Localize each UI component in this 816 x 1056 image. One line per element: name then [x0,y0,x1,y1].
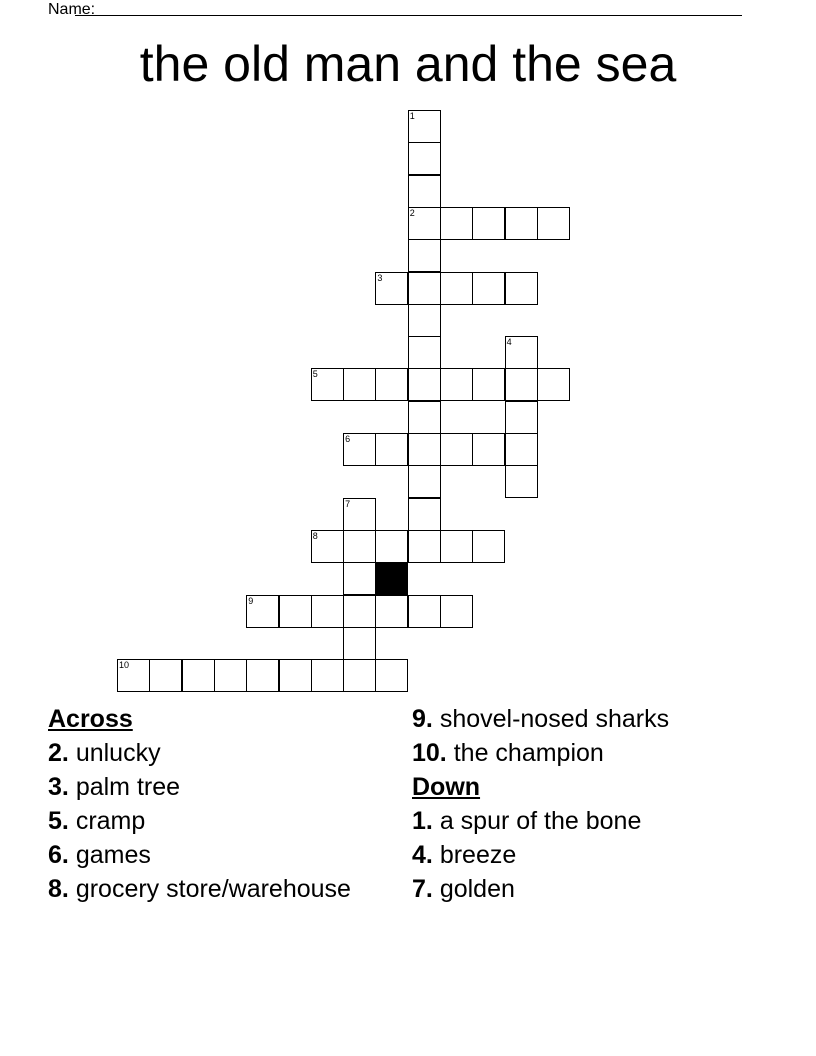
down-heading: Down [412,773,481,801]
grid-cell[interactable] [408,595,441,628]
grid-cell[interactable] [375,595,408,628]
clues-left-column [48,702,388,903]
clue-across-2 [48,736,388,770]
clue-text: unlucky [75,739,161,767]
grid-cell[interactable] [408,465,441,498]
grid-cell[interactable] [343,368,376,401]
clue-text: palm tree [75,773,181,801]
cell-number: 8 [312,530,318,541]
cell-number: 9 [248,595,254,606]
clue-text: grocery store/warehouse [75,875,351,903]
grid-cell[interactable] [375,530,408,563]
grid-cell[interactable] [182,659,215,692]
grid-cell[interactable] [440,207,473,240]
clue-number: 5. [48,807,69,835]
across-heading: Across [48,705,133,733]
grid-cell[interactable] [505,433,538,466]
clue-text: a spur of the bone [439,807,642,835]
clue-number: 2. [48,739,69,767]
grid-cell[interactable] [505,272,538,305]
grid-cell[interactable] [117,659,150,692]
grid-cell[interactable] [440,530,473,563]
name-label: Name: [48,1,96,18]
grid-cell[interactable] [375,272,408,305]
grid-cell[interactable] [408,239,441,272]
grid-cell[interactable] [472,207,505,240]
grid-cell[interactable] [408,433,441,466]
clue-text: breeze [439,841,517,869]
grid-cell[interactable] [149,659,182,692]
clue-down-4 [412,838,792,872]
clue-across-6 [48,838,388,872]
clue-across-5 [48,804,388,838]
grid-cell[interactable] [408,110,441,143]
clue-number: 6. [48,841,69,869]
grid-cell[interactable] [408,401,441,434]
grid-cell[interactable] [472,530,505,563]
grid-cell[interactable] [343,659,376,692]
grid-cell[interactable] [472,272,505,305]
grid-cell[interactable] [408,272,441,305]
cell-number: 5 [312,369,318,380]
grid-cell[interactable] [505,336,538,369]
puzzle-title: the old man and the sea [139,36,677,92]
grid-cell[interactable] [408,175,441,208]
clue-text: shovel-nosed sharks [439,705,670,733]
cell-number: 6 [345,434,351,444]
clue-number: 3. [48,773,69,801]
grid-cell[interactable] [408,304,441,337]
cell-number: 2 [409,207,415,218]
grid-cell[interactable] [440,595,473,628]
clue-number: 1. [412,807,433,835]
grid-cell[interactable] [505,401,538,434]
grid-cell[interactable] [343,498,376,531]
grid-cell[interactable] [343,433,376,466]
clue-number: 7. [412,875,433,903]
cell-number: 4 [506,337,512,348]
cell-number: 3 [377,272,383,283]
clue-across-10 [412,736,792,770]
grid-cell[interactable] [505,207,538,240]
grid-cell[interactable] [408,142,441,175]
grid-cell[interactable] [375,659,408,692]
grid-cell[interactable] [505,368,538,401]
grid-cell[interactable] [279,595,312,628]
clue-text: games [75,841,151,869]
grid-cell[interactable] [408,368,441,401]
grid-cell[interactable] [375,368,408,401]
grid-cell[interactable] [472,368,505,401]
grid-cell[interactable] [408,530,441,563]
clue-down-1 [412,804,792,838]
grid-cell[interactable] [343,627,376,660]
clue-number: 4. [412,841,433,869]
grid-cell[interactable] [279,659,312,692]
clue-text: golden [439,875,515,903]
grid-cell[interactable] [343,595,376,628]
grid-cell[interactable] [343,562,376,595]
grid-cell[interactable] [408,207,441,240]
clue-across-9 [412,702,792,736]
clue-down-7 [412,872,792,906]
grid-cell[interactable] [311,659,344,692]
grid-cell[interactable] [311,595,344,628]
grid-cell[interactable] [408,336,441,369]
clue-across-8 [48,872,388,903]
grid-cell[interactable] [440,368,473,401]
grid-cell[interactable] [375,433,408,466]
clues-right-column [412,702,792,906]
grid-cell[interactable] [537,368,570,401]
grid-cell[interactable] [537,207,570,240]
clue-across-3 [48,770,388,804]
grid-cell[interactable] [311,368,344,401]
clue-text: the champion [453,739,604,767]
grid-block-cell [375,562,408,595]
clue-text: cramp [75,807,146,835]
grid-cell[interactable] [408,498,441,531]
cell-number: 10 [119,660,130,671]
grid-cell[interactable] [505,465,538,498]
cell-number: 7 [345,498,351,509]
clue-number: 8. [48,875,69,903]
clue-number: 9. [412,705,433,733]
grid-cell[interactable] [246,659,279,692]
grid-cell[interactable] [440,272,473,305]
grid-cell[interactable] [246,595,279,628]
clue-number: 10. [412,739,447,767]
grid-cell[interactable] [440,433,473,466]
grid-cell[interactable] [343,530,376,563]
grid-cell[interactable] [311,530,344,563]
grid-cell[interactable] [472,433,505,466]
grid-cell[interactable] [214,659,247,692]
cell-number: 1 [409,111,415,121]
